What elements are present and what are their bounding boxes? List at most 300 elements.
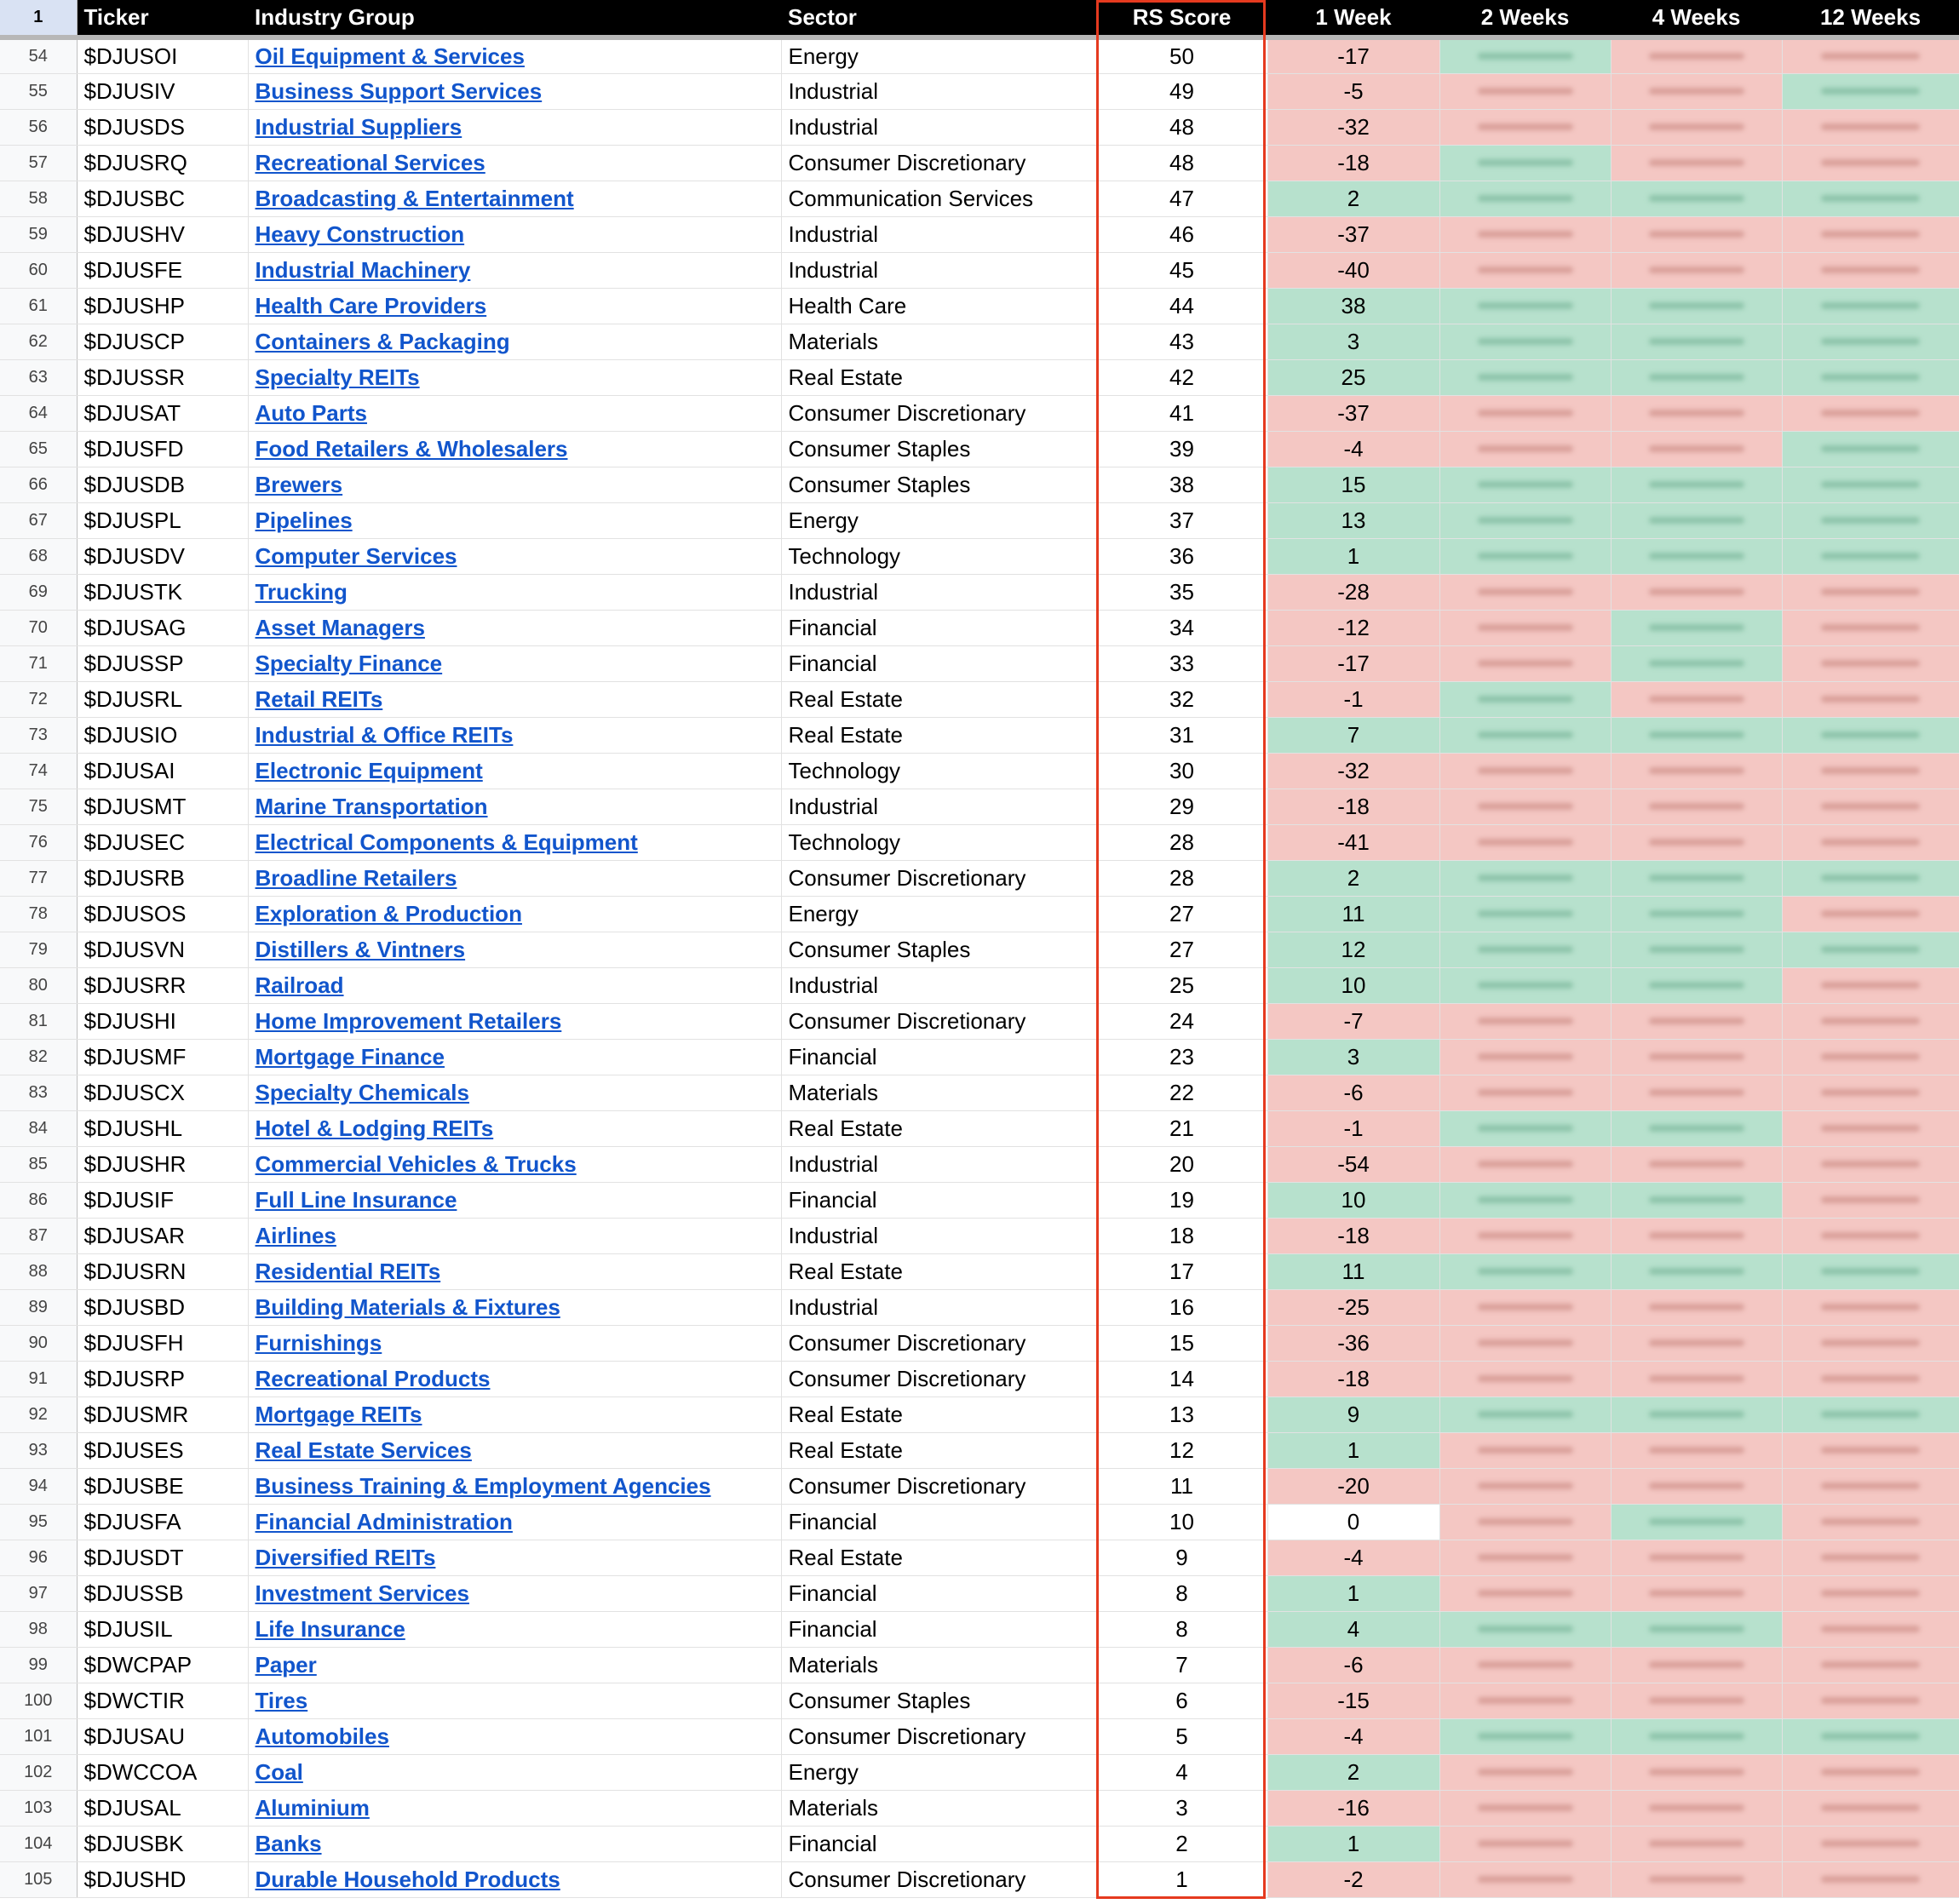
rs-score-cell[interactable]: 23 [1096,1039,1267,1075]
industry-group-cell[interactable] [248,288,781,324]
table-row[interactable] [0,431,1959,467]
week2-change-cell[interactable] [1439,1361,1611,1396]
sector-cell[interactable]: Consumer Discretionary [781,860,1096,896]
week1-change-cell[interactable]: -18 [1267,145,1439,181]
week2-change-cell[interactable] [1439,324,1611,359]
week2-change-cell[interactable] [1439,753,1611,789]
week4-change-cell[interactable] [1611,860,1782,896]
week12-change-cell[interactable] [1782,1146,1959,1182]
row-number[interactable]: 96 [0,1540,77,1575]
ticker-cell[interactable]: $DWCPAP [77,1647,248,1683]
sector-cell[interactable]: Consumer Discretionary [781,1361,1096,1396]
row-number[interactable]: 54 [0,37,77,73]
week12-change-cell[interactable] [1782,1647,1959,1683]
week4-change-cell[interactable] [1611,1253,1782,1289]
ticker-cell[interactable]: $DJUSHI [77,1003,248,1039]
week12-change-cell[interactable] [1782,1218,1959,1253]
week12-change-cell[interactable] [1782,538,1959,574]
row-number[interactable]: 99 [0,1647,77,1683]
industry-group-cell[interactable] [248,1647,781,1683]
industry-group-cell[interactable] [248,1003,781,1039]
week1-change-cell[interactable]: 4 [1267,1611,1439,1647]
industry-group-link[interactable]: Hotel & Lodging REITs [255,1115,494,1141]
industry-group-link[interactable]: Commercial Vehicles & Trucks [255,1150,577,1177]
week1-change-cell[interactable]: -40 [1267,252,1439,288]
row-number[interactable]: 59 [0,216,77,252]
table-row[interactable] [0,1361,1959,1396]
industry-group-link[interactable]: Asset Managers [255,614,425,640]
industry-group-cell[interactable] [248,431,781,467]
week2-change-cell[interactable] [1439,431,1611,467]
row-number[interactable]: 72 [0,681,77,717]
week1-change-cell[interactable]: -36 [1267,1325,1439,1361]
industry-group-cell[interactable] [248,181,781,216]
week4-change-cell[interactable] [1611,1790,1782,1826]
table-row[interactable] [0,1647,1959,1683]
industry-group-cell[interactable] [248,574,781,610]
industry-group-cell[interactable] [248,681,781,717]
ticker-cell[interactable]: $DJUSSR [77,359,248,395]
table-row[interactable] [0,1718,1959,1754]
row-number[interactable]: 55 [0,73,77,109]
industry-group-link[interactable]: Marine Transportation [255,793,488,819]
week1-change-cell[interactable]: -32 [1267,109,1439,145]
week12-change-cell[interactable] [1782,1826,1959,1861]
sector-cell[interactable]: Industrial [781,73,1096,109]
week12-change-cell[interactable] [1782,1683,1959,1718]
sector-cell[interactable]: Financial [781,1182,1096,1218]
table-row[interactable] [0,1504,1959,1540]
table-row[interactable] [0,324,1959,359]
sector-cell[interactable]: Consumer Discretionary [781,1325,1096,1361]
sector-cell[interactable]: Materials [781,1075,1096,1110]
week4-change-cell[interactable] [1611,145,1782,181]
week1-change-cell[interactable]: -37 [1267,216,1439,252]
table-row[interactable] [0,1826,1959,1861]
week4-change-cell[interactable] [1611,288,1782,324]
sector-cell[interactable]: Energy [781,502,1096,538]
ticker-cell[interactable]: $DJUSBE [77,1468,248,1504]
ticker-cell[interactable]: $DJUSDB [77,467,248,502]
ticker-cell[interactable]: $DJUSAI [77,753,248,789]
rs-score-cell[interactable]: 20 [1096,1146,1267,1182]
week4-change-cell[interactable] [1611,216,1782,252]
week1-change-cell[interactable]: -7 [1267,1003,1439,1039]
rs-score-cell[interactable]: 34 [1096,610,1267,645]
week1-change-cell[interactable]: 2 [1267,860,1439,896]
table-row[interactable] [0,860,1959,896]
table-row[interactable] [0,1468,1959,1504]
row-number[interactable]: 89 [0,1289,77,1325]
week2-change-cell[interactable] [1439,610,1611,645]
row-number[interactable]: 74 [0,753,77,789]
table-row[interactable] [0,1861,1959,1897]
rs-score-cell[interactable]: 22 [1096,1075,1267,1110]
week4-change-cell[interactable] [1611,1826,1782,1861]
week2-change-cell[interactable] [1439,1826,1611,1861]
sector-cell[interactable]: Consumer Discretionary [781,145,1096,181]
industry-group-link[interactable]: Broadcasting & Entertainment [255,185,574,211]
industry-group-cell[interactable] [248,1432,781,1468]
industry-group-cell[interactable] [248,967,781,1003]
table-row[interactable] [0,1325,1959,1361]
rs-score-cell[interactable]: 39 [1096,431,1267,467]
sector-header[interactable]: Sector [781,0,1096,37]
rs-score-cell[interactable]: 27 [1096,932,1267,967]
industry-group-link[interactable]: Mortgage Finance [255,1043,445,1070]
week4-change-cell[interactable] [1611,1611,1782,1647]
week1-change-cell[interactable]: 1 [1267,538,1439,574]
week4-change-cell[interactable] [1611,1647,1782,1683]
week4-change-cell[interactable] [1611,717,1782,753]
sector-cell[interactable]: Real Estate [781,359,1096,395]
rs-score-cell[interactable]: 15 [1096,1325,1267,1361]
rs-score-cell[interactable]: 8 [1096,1611,1267,1647]
ticker-cell[interactable]: $DJUSFE [77,252,248,288]
week1-change-cell[interactable]: 1 [1267,1826,1439,1861]
week1-change-cell[interactable]: 9 [1267,1396,1439,1432]
week1-change-cell[interactable]: -4 [1267,431,1439,467]
industry-group-cell[interactable] [248,1504,781,1540]
week1-change-cell[interactable]: -17 [1267,37,1439,73]
industry-group-cell[interactable] [248,324,781,359]
sector-cell[interactable]: Financial [781,1039,1096,1075]
week4-change-cell[interactable] [1611,1683,1782,1718]
week1-change-cell[interactable]: -5 [1267,73,1439,109]
table-row[interactable] [0,1575,1959,1611]
week4-change-cell[interactable] [1611,1754,1782,1790]
sector-cell[interactable]: Consumer Discretionary [781,1468,1096,1504]
week2-change-cell[interactable] [1439,574,1611,610]
table-row[interactable] [0,824,1959,860]
table-row[interactable] [0,967,1959,1003]
week2-change-cell[interactable] [1439,1218,1611,1253]
industry-group-link[interactable]: Recreational Services [255,149,485,175]
rs-score-cell[interactable]: 29 [1096,789,1267,824]
industry-group-cell[interactable] [248,109,781,145]
sector-cell[interactable]: Communication Services [781,181,1096,216]
week2-change-cell[interactable] [1439,860,1611,896]
week4-change-cell[interactable] [1611,395,1782,431]
rs-score-cell[interactable]: 24 [1096,1003,1267,1039]
industry-group-link[interactable]: Trucking [255,578,348,605]
rs-score-cell[interactable]: 36 [1096,538,1267,574]
ticker-cell[interactable]: $DJUSAL [77,1790,248,1826]
industry-group-link[interactable]: Specialty Chemicals [255,1079,469,1105]
rs-score-cell[interactable]: 35 [1096,574,1267,610]
row-number[interactable]: 97 [0,1575,77,1611]
rs-score-cell[interactable]: 9 [1096,1540,1267,1575]
week12-change-cell[interactable] [1782,896,1959,932]
week4-change-cell[interactable] [1611,1289,1782,1325]
industry-group-link[interactable]: Industrial Suppliers [255,113,462,140]
week12-change-cell[interactable] [1782,753,1959,789]
week1-change-cell[interactable]: -2 [1267,1861,1439,1897]
ticker-cell[interactable]: $DWCCOA [77,1754,248,1790]
row-number[interactable]: 101 [0,1718,77,1754]
week12-change-cell[interactable] [1782,1790,1959,1826]
rs-score-cell[interactable]: 30 [1096,753,1267,789]
week1-change-cell[interactable]: -4 [1267,1540,1439,1575]
sector-cell[interactable]: Industrial [781,1218,1096,1253]
week12-change-cell[interactable] [1782,1289,1959,1325]
sector-cell[interactable]: Consumer Discretionary [781,1861,1096,1897]
table-row[interactable] [0,1218,1959,1253]
week1-change-cell[interactable]: -18 [1267,1361,1439,1396]
week12-change-cell[interactable] [1782,324,1959,359]
industry-group-cell[interactable] [248,1540,781,1575]
sector-cell[interactable]: Consumer Discretionary [781,1718,1096,1754]
week1-change-cell[interactable]: 3 [1267,1039,1439,1075]
week12-change-cell[interactable] [1782,717,1959,753]
industry-group-link[interactable]: Residential REITs [255,1258,441,1284]
week4-change-cell[interactable] [1611,896,1782,932]
industry-group-link[interactable]: Automobiles [255,1723,389,1749]
row-number[interactable]: 79 [0,932,77,967]
table-row[interactable] [0,1683,1959,1718]
week2-change-cell[interactable] [1439,252,1611,288]
sector-cell[interactable]: Real Estate [781,1396,1096,1432]
week2-change-cell[interactable] [1439,1253,1611,1289]
rs-score-cell[interactable]: 48 [1096,109,1267,145]
row-number-header[interactable]: 1 [0,0,77,37]
rs-score-cell[interactable]: 32 [1096,681,1267,717]
rs-score-cell[interactable]: 16 [1096,1289,1267,1325]
rs-score-cell[interactable]: 2 [1096,1826,1267,1861]
week1-change-cell[interactable]: -6 [1267,1075,1439,1110]
table-row[interactable] [0,288,1959,324]
week2-change-cell[interactable] [1439,1540,1611,1575]
week4-change-cell[interactable] [1611,1075,1782,1110]
week1-change-cell[interactable]: 25 [1267,359,1439,395]
week1-change-cell[interactable]: -1 [1267,681,1439,717]
row-number[interactable]: 64 [0,395,77,431]
ticker-cell[interactable]: $DJUSRP [77,1361,248,1396]
week1-change-cell[interactable]: -18 [1267,1218,1439,1253]
industry-group-link[interactable]: Real Estate Services [255,1437,472,1463]
week2-change-cell[interactable] [1439,824,1611,860]
table-row[interactable] [0,932,1959,967]
week1-change-cell[interactable]: -41 [1267,824,1439,860]
week4-change-cell[interactable] [1611,1110,1782,1146]
sector-cell[interactable]: Materials [781,1790,1096,1826]
rs-score-cell[interactable]: 8 [1096,1575,1267,1611]
week1-change-cell[interactable]: 1 [1267,1575,1439,1611]
week4-change-cell[interactable] [1611,574,1782,610]
industry-group-cell[interactable] [248,645,781,681]
week2-header[interactable]: 2 Weeks [1439,0,1611,37]
week2-change-cell[interactable] [1439,1039,1611,1075]
week4-change-cell[interactable] [1611,467,1782,502]
week2-change-cell[interactable] [1439,359,1611,395]
table-row[interactable] [0,1146,1959,1182]
week4-change-cell[interactable] [1611,1575,1782,1611]
industry-group-cell[interactable] [248,932,781,967]
week12-change-cell[interactable] [1782,1039,1959,1075]
rs-score-cell[interactable]: 33 [1096,645,1267,681]
week12-change-cell[interactable] [1782,431,1959,467]
row-number[interactable]: 93 [0,1432,77,1468]
week1-change-cell[interactable]: -12 [1267,610,1439,645]
week1-change-cell[interactable]: -16 [1267,1790,1439,1826]
week12-change-cell[interactable] [1782,288,1959,324]
industry-group-cell[interactable] [248,1683,781,1718]
ticker-cell[interactable]: $DJUSTK [77,574,248,610]
week2-change-cell[interactable] [1439,395,1611,431]
industry-group-link[interactable]: Aluminium [255,1794,370,1821]
row-number[interactable]: 80 [0,967,77,1003]
week1-change-cell[interactable]: 1 [1267,1432,1439,1468]
sector-cell[interactable]: Financial [781,1504,1096,1540]
week4-change-cell[interactable] [1611,1540,1782,1575]
industry-group-link[interactable]: Specialty REITs [255,364,420,390]
week2-change-cell[interactable] [1439,1182,1611,1218]
row-number[interactable]: 68 [0,538,77,574]
week2-change-cell[interactable] [1439,216,1611,252]
ticker-cell[interactable]: $DJUSAT [77,395,248,431]
industry-group-cell[interactable] [248,1361,781,1396]
table-row[interactable] [0,645,1959,681]
week12-change-cell[interactable] [1782,1361,1959,1396]
sector-cell[interactable]: Real Estate [781,1253,1096,1289]
row-number[interactable]: 104 [0,1826,77,1861]
sector-cell[interactable]: Industrial [781,574,1096,610]
table-row[interactable] [0,37,1959,73]
row-number[interactable]: 62 [0,324,77,359]
ticker-cell[interactable]: $DJUSRN [77,1253,248,1289]
industry-group-link[interactable]: Home Improvement Retailers [255,1007,562,1034]
row-number[interactable]: 60 [0,252,77,288]
table-row[interactable] [0,252,1959,288]
row-number[interactable]: 82 [0,1039,77,1075]
sector-cell[interactable]: Consumer Staples [781,932,1096,967]
table-row[interactable] [0,610,1959,645]
industry-group-link[interactable]: Oil Equipment & Services [255,43,525,69]
ticker-cell[interactable]: $DJUSPL [77,502,248,538]
week1-change-cell[interactable]: 12 [1267,932,1439,967]
row-number[interactable]: 65 [0,431,77,467]
rs-score-cell[interactable]: 31 [1096,717,1267,753]
week4-change-cell[interactable] [1611,1718,1782,1754]
week4-change-cell[interactable] [1611,824,1782,860]
week1-change-cell[interactable]: -37 [1267,395,1439,431]
week1-change-cell[interactable]: -6 [1267,1647,1439,1683]
week1-change-cell[interactable]: 11 [1267,1253,1439,1289]
table-row[interactable] [0,1540,1959,1575]
industry-group-cell[interactable] [248,1468,781,1504]
rs-score-cell[interactable]: 12 [1096,1432,1267,1468]
sector-cell[interactable]: Financial [781,610,1096,645]
week12-change-cell[interactable] [1782,1432,1959,1468]
industry-group-link[interactable]: Exploration & Production [255,900,522,926]
industry-group-cell[interactable] [248,145,781,181]
sector-cell[interactable]: Financial [781,1611,1096,1647]
industry-group-link[interactable]: Electronic Equipment [255,757,483,783]
week12-change-cell[interactable] [1782,932,1959,967]
week4-change-cell[interactable] [1611,753,1782,789]
industry-group-link[interactable]: Mortgage REITs [255,1401,422,1427]
table-row[interactable] [0,1790,1959,1826]
rs-score-cell[interactable]: 17 [1096,1253,1267,1289]
rs-score-cell[interactable]: 37 [1096,502,1267,538]
row-number[interactable]: 78 [0,896,77,932]
week1-change-cell[interactable]: -25 [1267,1289,1439,1325]
industry-group-cell[interactable] [248,753,781,789]
ticker-header[interactable]: Ticker [77,0,248,37]
industry-group-cell[interactable] [248,1289,781,1325]
rs-score-cell[interactable]: 45 [1096,252,1267,288]
ticker-cell[interactable]: $DJUSRR [77,967,248,1003]
rs-score-cell[interactable]: 42 [1096,359,1267,395]
ticker-cell[interactable]: $DJUSSP [77,645,248,681]
sector-cell[interactable]: Real Estate [781,1110,1096,1146]
week4-change-cell[interactable] [1611,645,1782,681]
industry-group-cell[interactable] [248,1182,781,1218]
week12-change-cell[interactable] [1782,109,1959,145]
rs-score-header[interactable]: RS Score [1096,0,1267,37]
week12-header[interactable]: 12 Weeks [1782,0,1959,37]
table-row[interactable] [0,502,1959,538]
week12-change-cell[interactable] [1782,1575,1959,1611]
row-number[interactable]: 61 [0,288,77,324]
week2-change-cell[interactable] [1439,73,1611,109]
rs-score-cell[interactable]: 28 [1096,824,1267,860]
table-row[interactable] [0,789,1959,824]
sector-cell[interactable]: Materials [781,324,1096,359]
sector-cell[interactable]: Consumer Staples [781,431,1096,467]
industry-group-link[interactable]: Distillers & Vintners [255,936,466,962]
sector-cell[interactable]: Energy [781,37,1096,73]
industry-group-cell[interactable] [248,1754,781,1790]
week2-change-cell[interactable] [1439,1504,1611,1540]
row-number[interactable]: 98 [0,1611,77,1647]
week2-change-cell[interactable] [1439,1110,1611,1146]
rs-score-cell[interactable]: 50 [1096,37,1267,73]
row-number[interactable]: 95 [0,1504,77,1540]
week1-change-cell[interactable]: -32 [1267,753,1439,789]
industry-group-cell[interactable] [248,1790,781,1826]
ticker-cell[interactable]: $DJUSOI [77,37,248,73]
row-number[interactable]: 63 [0,359,77,395]
industry-group-link[interactable]: Railroad [255,972,344,998]
week2-change-cell[interactable] [1439,538,1611,574]
industry-group-cell[interactable] [248,1075,781,1110]
industry-group-link[interactable]: Durable Household Products [255,1866,560,1892]
sector-cell[interactable]: Financial [781,1575,1096,1611]
row-number[interactable]: 56 [0,109,77,145]
week2-change-cell[interactable] [1439,1861,1611,1897]
table-row[interactable] [0,1432,1959,1468]
week1-change-cell[interactable]: -17 [1267,645,1439,681]
industry-group-link[interactable]: Pipelines [255,507,353,533]
sector-cell[interactable]: Industrial [781,1289,1096,1325]
ticker-cell[interactable]: $DJUSFD [77,431,248,467]
week1-change-cell[interactable]: 13 [1267,502,1439,538]
industry-group-link[interactable]: Containers & Packaging [255,328,510,354]
sector-cell[interactable]: Consumer Discretionary [781,395,1096,431]
row-number[interactable]: 88 [0,1253,77,1289]
ticker-cell[interactable]: $DJUSIF [77,1182,248,1218]
industry-group-cell[interactable] [248,395,781,431]
sector-cell[interactable]: Industrial [781,1146,1096,1182]
week12-change-cell[interactable] [1782,1075,1959,1110]
row-number[interactable]: 86 [0,1182,77,1218]
industry-group-link[interactable]: Retail REITs [255,685,383,712]
week2-change-cell[interactable] [1439,1611,1611,1647]
week12-change-cell[interactable] [1782,967,1959,1003]
sector-cell[interactable]: Technology [781,753,1096,789]
week2-change-cell[interactable] [1439,467,1611,502]
